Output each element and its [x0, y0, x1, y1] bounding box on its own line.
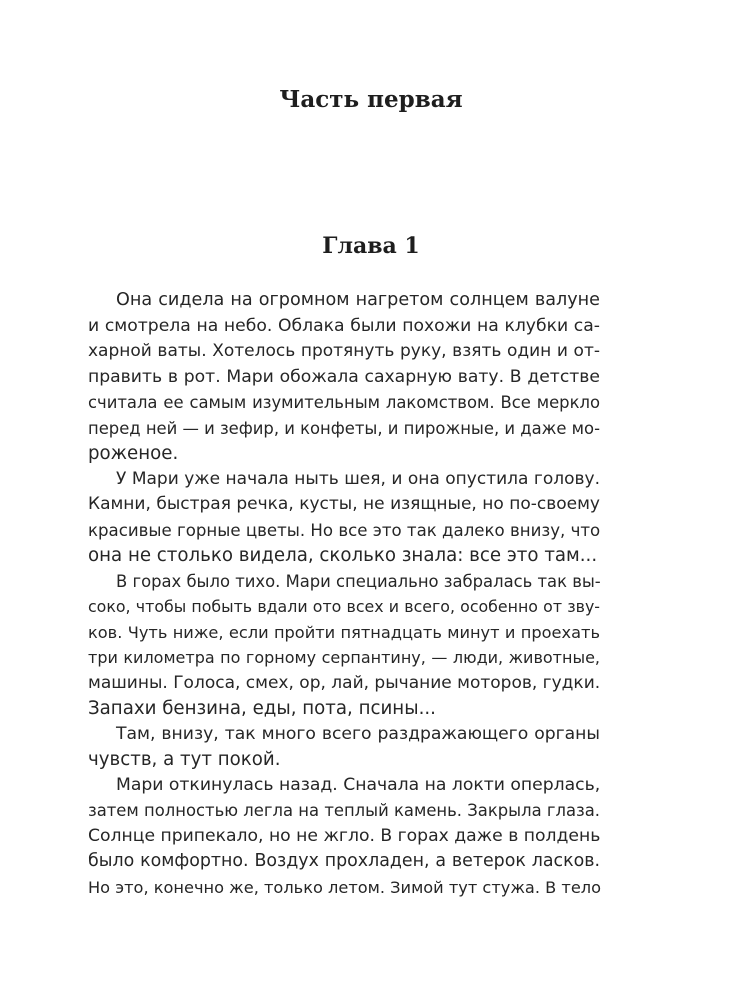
- text-line: было комфортно. Воздух прохладен, а ветерок ласков.: [88, 851, 600, 871]
- text-line: красивые горные цветы. Но все это так далеко внизу, что: [88, 520, 601, 540]
- text-line: У Мари уже начала ныть шея, и она опустила голову.: [116, 468, 600, 489]
- text-line: править в рот. Мари обожала сахарную вату. В детстве: [88, 366, 600, 387]
- text-line: и смотрела на небо. Облака были похожи на клубки са-: [88, 315, 600, 336]
- text-line: роженое.: [88, 443, 179, 464]
- text-line: В горах было тихо. Мари специально забралась так вы-: [116, 571, 601, 591]
- text-line: харной ваты. Хотелось протянуть руку, взять один и от-: [88, 341, 600, 361]
- text-line: перед ней — и зефир, и конфеты, и пирожные, и даже мо-: [88, 418, 600, 438]
- text-line: Мари откинулась назад. Сначала на локти оперлась,: [116, 774, 601, 795]
- text-line: Но это, конечно же, только летом. Зимой тут стужа. В тело: [88, 877, 602, 897]
- chapter-title: Глава 1: [322, 233, 420, 259]
- text-line: Камни, быстрая речка, кусты, не изящные, но по-своему: [88, 494, 600, 514]
- text-line: считала ее самым изумительным лакомством. Все меркло: [88, 393, 600, 412]
- text-line: Там, внизу, так много всего раздражающего органы: [116, 723, 600, 744]
- text-line: три километра по горному серпантину, — люди, животные,: [88, 648, 600, 667]
- text-line: она не столько видела, сколько знала: все это там...: [88, 545, 598, 566]
- text-line: соко, чтобы побыть вдали ото всех и всего, особенно от зву-: [88, 597, 600, 616]
- text-line: затем полностью легла на теплый камень. Закрыла глаза.: [88, 801, 600, 820]
- text-line: чувств, а тут покой.: [88, 749, 281, 770]
- chapter-body: [88, 288, 600, 900]
- text-line: Она сидела на огромном нагретом солнцем валуне: [116, 290, 600, 310]
- part-title: Часть первая: [279, 86, 463, 113]
- text-line: Солнце припекало, но не жгло. В горах даже в полдень: [88, 825, 601, 846]
- text-line: ков. Чуть ниже, если пройти пятнадцать минут и проехать: [88, 622, 600, 642]
- text-line: машины. Голоса, смех, ор, лай, рычание моторов, гудки.: [88, 672, 601, 693]
- text-line: Запахи бензина, еды, пота, псины...: [88, 698, 436, 719]
